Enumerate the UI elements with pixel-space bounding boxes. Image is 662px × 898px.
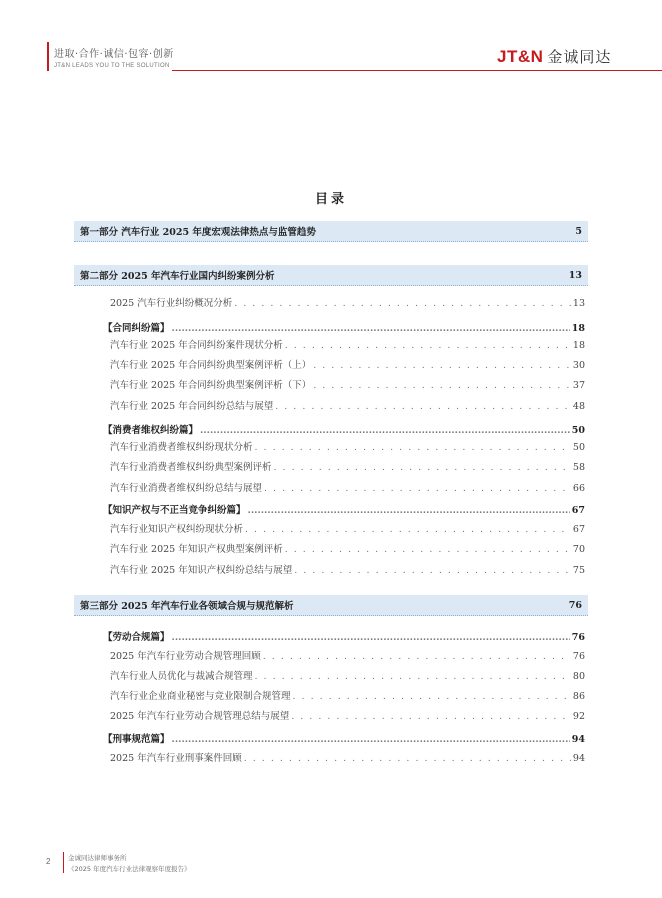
leader-dots [234,298,571,309]
header-slogan: 进取·合作·诚信·包容·创新 [54,49,174,60]
entry-page: 92 [572,711,585,722]
entry-label: 汽车行业 2025 年知识产权纠纷总结与展望 [110,565,293,576]
toc-entry[interactable] [110,541,585,555]
header-divider [172,70,662,71]
entry-page: 30 [572,360,585,371]
leader-dots [172,323,570,334]
entry-page: 48 [572,401,585,412]
leader-dots [285,544,571,555]
toc-part-1[interactable] [74,221,588,242]
header-tagline: JT&N LEADS YOU TO THE SOLUTION [54,63,170,69]
toc-section[interactable] [103,502,585,516]
section-label: 【劳动合规篇】 [103,632,170,643]
toc-section[interactable] [103,731,585,745]
entry-label: 汽车行业知识产权纠纷现状分析 [110,524,244,535]
leader-dots [255,671,571,682]
toc-section[interactable] [103,629,585,643]
toc-entry[interactable] [110,337,585,351]
toc-entry[interactable] [110,562,585,576]
toc-part-2[interactable] [74,265,588,286]
entry-label: 2025 年汽车行业刑事案件回顾 [110,753,242,764]
leader-dots [263,651,571,662]
leader-dots [275,401,571,412]
toc-entry[interactable] [110,398,585,412]
entry-label: 汽车行业人员优化与裁减合规管理 [110,671,253,682]
logo-text: 金诚同达 [547,48,612,66]
part-page: 76 [568,599,582,611]
entry-label: 2025 年汽车行业劳动合规管理回顾 [110,651,261,662]
toc-entry[interactable] [110,688,585,702]
entry-page: 80 [572,671,585,682]
entry-page: 18 [572,340,585,351]
entry-label: 汽车行业 2025 年合同纠纷典型案例评析（上） [110,360,312,371]
section-page: 76 [571,632,585,643]
section-label: 【消费者维权纠纷篇】 [103,425,199,436]
section-page: 50 [571,425,585,436]
page-number: 2 [46,857,51,866]
entry-label: 2025 年汽车行业劳动合规管理总结与展望 [110,711,290,722]
leader-dots [255,442,571,453]
entry-label: 汽车行业消费者维权纠纷现状分析 [110,442,253,453]
toc-entry[interactable] [110,668,585,682]
entry-page: 94 [572,753,585,764]
footer-accent-bar [63,852,64,873]
leader-dots [285,340,571,351]
entry-label: 汽车行业 2025 年合同纠纷总结与展望 [110,401,274,412]
entry-page: 13 [572,298,585,309]
leader-dots [313,360,571,371]
entry-page: 67 [572,524,585,535]
toc-entry[interactable] [110,459,585,473]
part-page: 5 [575,225,582,237]
section-page: 67 [571,505,585,516]
toc-part-3[interactable] [74,595,588,616]
leader-dots [172,734,570,745]
footer-report-title: 《2025 年度汽车行业法律观察年度报告》 [68,865,191,873]
entry-page: 58 [572,462,585,473]
toc-title: 目录 [314,192,347,207]
toc-entry[interactable] [110,357,585,371]
toc-entry[interactable] [110,521,585,535]
toc-entry[interactable] [110,480,585,494]
leader-dots [313,380,571,391]
firm-logo [497,46,611,67]
entry-label: 汽车行业企业商业秘密与竞业限制合规管理 [110,691,291,702]
leader-dots [248,505,570,516]
leader-dots [274,462,571,473]
entry-page: 50 [572,442,585,453]
entry-page: 66 [572,483,585,494]
toc-entry[interactable] [110,648,585,662]
leader-dots [294,565,571,576]
section-label: 【合同纠纷篇】 [103,323,170,334]
part-label: 第二部分 2025 年汽车行业国内纠纷案例分析 [80,271,275,282]
entry-page: 75 [572,565,585,576]
entry-page: 37 [572,380,585,391]
leader-dots [200,425,570,436]
leader-dots [293,691,571,702]
part-label: 第一部分 汽车行业 2025 年度宏观法律热点与监管趋势 [80,227,316,238]
toc-entry[interactable] [110,377,585,391]
leader-dots [172,632,570,643]
entry-label: 汽车行业 2025 年知识产权典型案例评析 [110,544,283,555]
section-page: 94 [571,734,585,745]
entry-page: 86 [572,691,585,702]
entry-page: 70 [572,544,585,555]
entry-page: 76 [572,651,585,662]
toc-entry[interactable] [110,295,585,309]
leader-dots [264,483,571,494]
leader-dots [291,711,571,722]
footer-firm: 金诚同达律师事务所 [68,854,127,862]
entry-label: 汽车行业消费者维权纠纷总结与展望 [110,483,263,494]
section-page: 18 [571,323,585,334]
entry-label: 汽车行业 2025 年合同纠纷案件现状分析 [110,340,283,351]
toc-entry[interactable] [110,750,585,764]
part-page: 13 [568,269,582,281]
entry-label: 汽车行业消费者维权纠纷典型案例评析 [110,462,272,473]
toc-entry[interactable] [110,708,585,722]
logo-mark: JT&N [497,47,544,66]
toc-entry[interactable] [110,439,585,453]
toc-section[interactable] [103,422,585,436]
toc-section[interactable] [103,320,585,334]
header-accent-bar [47,42,49,71]
section-label: 【刑事规范篇】 [103,734,170,745]
leader-dots [244,753,571,764]
entry-label: 2025 汽车行业纠纷概况分析 [110,298,233,309]
leader-dots [245,524,571,535]
part-label: 第三部分 2025 年汽车行业各领域合规与规范解析 [80,601,294,612]
section-label: 【知识产权与不正当竞争纠纷篇】 [103,505,246,516]
entry-label: 汽车行业 2025 年合同纠纷典型案例评析（下） [110,380,312,391]
